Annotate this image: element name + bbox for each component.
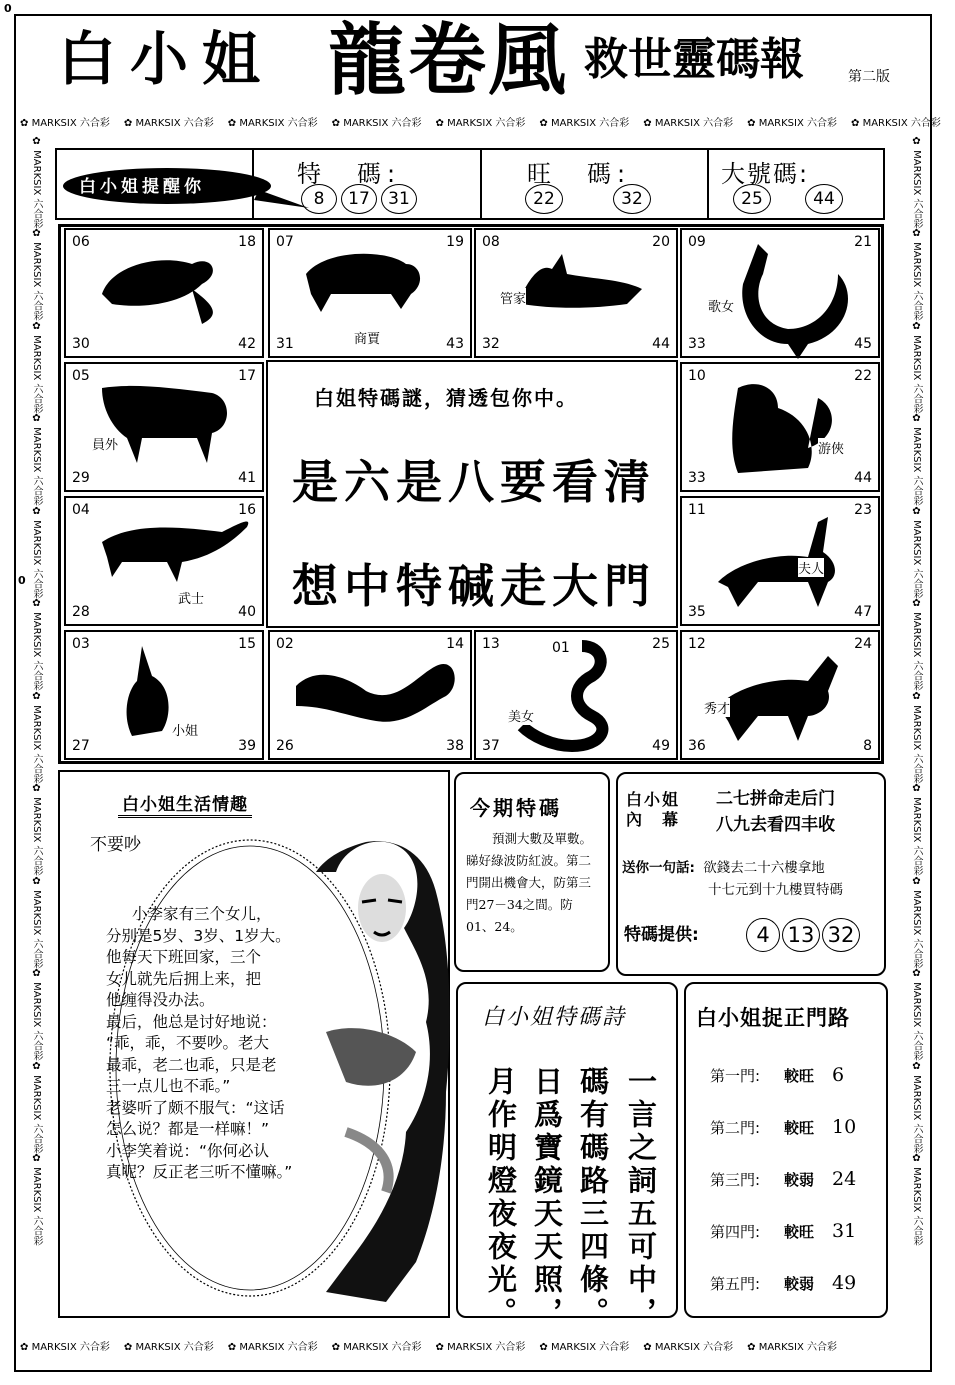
cell-number-bottom-right: 38 [446, 738, 464, 754]
flower-icon: ✿ [911, 320, 922, 332]
flower-icon: ✿ [227, 1342, 237, 1353]
cell-number-bottom-left: 33 [688, 336, 706, 352]
flower-icon: ✿ [31, 505, 42, 517]
corner-mark-middle: 0 [18, 574, 26, 587]
cell-number-top-right: 23 [854, 502, 872, 518]
flower-icon: ✿ [123, 118, 133, 129]
zodiac-cell [64, 496, 264, 626]
cell-number-top-right: 17 [238, 368, 256, 384]
flower-icon: ✿ [31, 690, 42, 702]
cell-number-bottom-right: 44 [652, 336, 670, 352]
saying-line1: 送你一句話: 欲錢去二十六樓拿地 [622, 860, 825, 876]
door-label: 第一門: [710, 1067, 761, 1085]
marksix-strip-item: ✿ MARKSIX 六合彩 [911, 598, 922, 691]
life-line: 分别是5岁、3岁、1岁大。 [106, 926, 291, 945]
edition-label: 第二版 [848, 69, 890, 85]
cell-number-top-right: 16 [238, 502, 256, 518]
door-row [710, 1168, 880, 1190]
marksix-strip-item: ✿ MARKSIX 六合彩 [123, 118, 214, 129]
door-value: 24 [832, 1168, 857, 1190]
flower-icon: ✿ [643, 118, 652, 129]
flower-icon: ✿ [31, 1153, 42, 1165]
flower-icon: ✿ [911, 690, 922, 702]
cell-number-top-right: 20 [652, 234, 670, 250]
marksix-strip-item: ✿ MARKSIX 六合彩 [911, 968, 922, 1061]
life-subtitle: 不要吵 [90, 835, 141, 855]
rat-icon [82, 234, 252, 354]
cell-number-bottom-right: 47 [854, 604, 872, 620]
cell-number-bottom-right: 39 [238, 738, 256, 754]
wang-numbers [525, 184, 651, 214]
life-panel [58, 770, 450, 1318]
marksix-strip-item: ✿ MARKSIX 六合彩 [31, 598, 42, 691]
provide-number: 32 [822, 918, 860, 952]
current-body: 預測大數及單數。睇好綠波防紅波。第二門開出機會大，防第三門27－34之間。防01、24。 [466, 831, 593, 934]
reminder-panel [55, 148, 885, 220]
marksix-strip-item: ✿ MARKSIX 六合彩 [31, 413, 42, 506]
marksix-strip-item: ✿ MARKSIX 六合彩 [911, 136, 922, 229]
riddle-intro: 白姐特碼謎，猜透包你中。 [314, 386, 578, 410]
flower-icon: ✿ [911, 413, 922, 425]
flower-icon: ✿ [20, 118, 29, 129]
life-title: 白小姐生活情趣 [118, 790, 252, 818]
cell-number-top-left: 06 [72, 234, 90, 250]
inner-label: 白小姐 內 幕 [626, 790, 681, 829]
provide-number: 4 [746, 918, 780, 952]
life-line: 三一点儿也不乖。” [106, 1077, 231, 1095]
cell-number-top-right: 15 [238, 636, 256, 652]
zodiac-cell [680, 630, 880, 760]
inner-verse: 二七拼命走后门 八九去看四丰收 [716, 789, 835, 835]
life-line: 小李笑着说：“你何必认 [106, 1141, 270, 1160]
marksix-strip-item: ✿ MARKSIX 六合彩 [747, 1342, 837, 1353]
flower-icon: ✿ [435, 118, 444, 129]
marksix-strip-item: ✿ MARKSIX 六合彩 [31, 320, 42, 414]
zodiac-role-label: 美女 [508, 706, 534, 725]
marksix-strip-item: ✿ MARKSIX 六合彩 [643, 118, 734, 129]
cell-number-top-right: 24 [854, 636, 872, 652]
snake-icon [492, 636, 662, 756]
marksix-strip-left [24, 136, 44, 1332]
zodiac-cell [268, 630, 472, 760]
provide-numbers [746, 918, 860, 952]
flower-icon: ✿ [911, 1060, 922, 1072]
marksix-strip-item: ✿ MARKSIX 六合彩 [227, 1342, 318, 1353]
horse-icon [698, 636, 868, 756]
flower-icon: ✿ [331, 118, 341, 129]
saying-line2: 十七元到十九樓買特碼 [708, 882, 843, 898]
flower-icon: ✿ [643, 1342, 652, 1353]
cell-number-bottom-right: 45 [854, 336, 872, 352]
zodiac-cell [64, 630, 264, 760]
life-line: 最后，他总是讨好地说： [106, 1012, 277, 1031]
marksix-strip-item: ✿ MARKSIX 六合彩 [31, 783, 42, 876]
flower-icon: ✿ [911, 136, 922, 147]
door-tag: 較旺 [784, 1119, 815, 1137]
zodiac-cell [64, 362, 264, 492]
life-story [106, 904, 346, 1184]
door-tag: 較弱 [784, 1275, 815, 1293]
cell-number-bottom-right: 44 [854, 470, 872, 486]
cell-number-top-left: 11 [688, 502, 706, 518]
cell-number-top-left: 03 [72, 636, 90, 652]
flower-icon: ✿ [911, 505, 922, 517]
door-value: 49 [832, 1272, 857, 1294]
zodiac-role-label: 夫人 [798, 558, 824, 577]
tiger-icon [82, 502, 252, 622]
door-value: 10 [832, 1116, 857, 1138]
marksix-strip-item: ✿ MARKSIX 六合彩 [539, 1342, 630, 1353]
marksix-strip-item: ✿ MARKSIX 六合彩 [331, 1342, 422, 1353]
zodiac-role-label: 員外 [92, 434, 118, 453]
cell-number-top-left: 08 [482, 234, 500, 250]
marksix-strip-item: ✿ MARKSIX 六合彩 [911, 413, 922, 506]
zodiac-cell [680, 362, 880, 492]
door-label: 第三門: [710, 1171, 761, 1189]
marksix-strip-item: ✿ MARKSIX 六合彩 [643, 1342, 734, 1353]
marksix-strip-item: ✿ MARKSIX 六合彩 [20, 118, 110, 129]
marksix-strip-item: ✿ MARKSIX 六合彩 [911, 228, 922, 321]
cell-number-top-left: 09 [688, 234, 706, 250]
cell-number-top-right: 22 [854, 368, 872, 384]
door-row [710, 1064, 880, 1086]
marksix-strip-item: ✿ MARKSIX 六合彩 [747, 118, 837, 129]
marksix-strip-item: ✿ MARKSIX 六合彩 [911, 690, 922, 784]
cell-number-top-left: 13 [482, 636, 500, 652]
big-label: 大號碼: [721, 160, 810, 188]
header-subtitle: 救世靈碼報 [584, 34, 804, 85]
flower-icon: ✿ [911, 598, 922, 610]
poem-column: 月作明燈夜夜光。 [484, 1066, 518, 1330]
door-tag: 較旺 [784, 1223, 815, 1241]
marksix-strip-item: ✿ MARKSIX 六合彩 [123, 1342, 214, 1353]
zodiac-cell [268, 228, 472, 358]
corner-mark-top: 0 [4, 2, 12, 15]
marksix-strip-item: ✿ MARKSIX 六合彩 [851, 118, 941, 129]
zodiac-role-label: 小姐 [172, 720, 198, 739]
marksix-strip-bottom [20, 1338, 837, 1356]
flower-icon: ✿ [747, 1342, 756, 1353]
special-number: 8 [301, 184, 337, 214]
cell-number-top-left: 05 [72, 368, 90, 384]
goat-icon [698, 502, 868, 622]
marksix-strip-item: ✿ MARKSIX 六合彩 [31, 1060, 42, 1154]
zodiac-cell [64, 228, 264, 358]
zodiac-role-label: 管家 [500, 288, 526, 307]
doors-title: 白小姐捉正門路 [696, 1005, 850, 1030]
poem-column: 一言之詞五可中， [624, 1066, 658, 1330]
big-numbers [733, 184, 843, 214]
flower-icon: ✿ [539, 1342, 548, 1353]
poem-panel [456, 982, 678, 1330]
life-line: “乖，乖，不要吵。老大 [106, 1034, 270, 1052]
flower-icon: ✿ [31, 875, 42, 887]
poem-column: 日爲寶鏡天天照， [530, 1066, 564, 1330]
inner-panel [616, 772, 886, 976]
flower-icon: ✿ [539, 118, 548, 129]
marksix-strip-item: ✿ MARKSIX 六合彩 [331, 118, 422, 129]
header-title: 龍卷風 [328, 16, 569, 106]
marksix-strip-item: ✿ MARKSIX 六合彩 [911, 1153, 922, 1246]
cell-number-bottom-right: 40 [238, 604, 256, 620]
zodiac-role-label: 商賈 [354, 328, 380, 347]
marksix-strip-item: ✿ MARKSIX 六合彩 [31, 505, 42, 599]
cell-number-top-right: 21 [854, 234, 872, 250]
life-line: 女儿就先后拥上来，把 [106, 969, 262, 988]
flower-icon: ✿ [20, 1342, 29, 1353]
flower-icon: ✿ [31, 598, 42, 610]
header-brand: 白小姐 [58, 25, 275, 93]
special-number: 17 [341, 184, 377, 214]
marksix-strip-item: ✿ MARKSIX 六合彩 [911, 783, 922, 876]
special-numbers [301, 184, 417, 214]
flower-icon: ✿ [31, 228, 42, 240]
zodiac-cell [680, 228, 880, 358]
marksix-strip-item: ✿ MARKSIX 六合彩 [31, 1153, 42, 1246]
life-line: 怎么说？都是一样嘛！” [106, 1120, 270, 1138]
door-label: 第四門: [710, 1223, 761, 1241]
door-value: 31 [832, 1220, 857, 1242]
cell-number-bottom-left: 30 [72, 336, 90, 352]
cell-number-bottom-right: 43 [446, 336, 464, 352]
flower-icon: ✿ [851, 118, 860, 129]
riddle-line2: 想中特碱走大門 [292, 559, 656, 613]
cell-number-bottom-right: 42 [238, 336, 256, 352]
cell-number-bottom-left: 26 [276, 738, 294, 754]
cell-number-top-center: 01 [552, 640, 570, 656]
door-label: 第二門: [710, 1119, 761, 1137]
zodiac-role-label: 歌女 [708, 296, 734, 315]
cell-number-top-left: 07 [276, 234, 294, 250]
cell-number-bottom-left: 31 [276, 336, 294, 352]
life-line: 老婆听了颇不服气：“这话 [106, 1098, 285, 1117]
flower-icon: ✿ [911, 968, 922, 980]
current-title: 今期特碼 [470, 796, 562, 820]
marksix-strip-item: ✿ MARKSIX 六合彩 [20, 1342, 110, 1353]
flower-icon: ✿ [911, 1153, 922, 1165]
door-row [710, 1220, 880, 1242]
marksix-strip-item: ✿ MARKSIX 六合彩 [911, 1060, 922, 1154]
life-line: 他缠得没办法。 [106, 991, 215, 1009]
flower-icon: ✿ [123, 1342, 133, 1353]
zodiac-role-label: 秀才 [704, 698, 730, 717]
big-number: 44 [805, 184, 843, 214]
big-number: 25 [733, 184, 771, 214]
marksix-strip-item: ✿ MARKSIX 六合彩 [539, 118, 630, 129]
marksix-strip-item: ✿ MARKSIX 六合彩 [911, 320, 922, 414]
rooster-icon [698, 234, 868, 354]
cell-number-bottom-left: 28 [72, 604, 90, 620]
provide-number: 13 [782, 918, 820, 952]
marksix-strip-right [904, 136, 924, 1356]
marksix-strip-item: ✿ MARKSIX 六合彩 [911, 875, 922, 969]
door-row [710, 1272, 880, 1294]
cell-number-top-left: 02 [276, 636, 294, 652]
cell-number-top-left: 10 [688, 368, 706, 384]
cell-number-bottom-left: 29 [72, 470, 90, 486]
poem-title: 白小姐特碼詩 [482, 1005, 627, 1030]
door-tag: 較弱 [784, 1171, 815, 1189]
flower-icon: ✿ [747, 118, 756, 129]
flower-icon: ✿ [331, 1342, 341, 1353]
zodiac-cell [680, 496, 880, 626]
provide-label: 特碼提供: [624, 925, 699, 945]
current-special-panel [454, 772, 610, 972]
flower-icon: ✿ [911, 783, 922, 795]
cell-number-bottom-left: 35 [688, 604, 706, 620]
cell-number-top-left: 12 [688, 636, 706, 652]
riddle-panel [266, 360, 678, 628]
door-value: 6 [832, 1064, 845, 1086]
riddle-line1: 是六是八要看清 [292, 455, 656, 509]
marksix-strip-item: ✿ MARKSIX 六合彩 [31, 875, 42, 969]
cell-number-top-left: 04 [72, 502, 90, 518]
cell-number-bottom-left: 33 [688, 470, 706, 486]
cell-number-bottom-left: 32 [482, 336, 500, 352]
cell-number-bottom-right: 49 [652, 738, 670, 754]
life-line: 真呢？反正老三听不懂嘛。” [106, 1163, 293, 1181]
poem-column: 碼有碼路三四條。 [576, 1066, 610, 1330]
life-line: 他每天下班回家，三个 [106, 948, 262, 966]
cell-number-top-right: 14 [446, 636, 464, 652]
life-line: 最乖，老二也乖，只是老 [106, 1055, 277, 1074]
cell-number-bottom-left: 27 [72, 738, 90, 754]
marksix-strip-item: ✿ MARKSIX 六合彩 [31, 136, 42, 229]
flower-icon: ✿ [435, 1342, 444, 1353]
flower-icon: ✿ [31, 413, 42, 425]
door-tag: 較旺 [784, 1067, 815, 1085]
flower-icon: ✿ [31, 1060, 42, 1072]
wang-number: 22 [525, 184, 563, 214]
reminder-bubble-text: 白小姐提醒你 [79, 177, 205, 197]
wang-number: 32 [613, 184, 651, 214]
flower-icon: ✿ [31, 136, 42, 147]
marksix-strip-item: ✿ MARKSIX 六合彩 [435, 118, 526, 129]
cell-number-top-right: 25 [652, 636, 670, 652]
life-line: 小李家有三个女儿， [132, 905, 272, 923]
ox-icon [82, 368, 252, 488]
flower-icon: ✿ [911, 228, 922, 240]
doors-panel [684, 982, 888, 1318]
marksix-strip-item: ✿ MARKSIX 六合彩 [31, 228, 42, 321]
zodiac-cell [474, 228, 678, 358]
flower-icon: ✿ [227, 118, 237, 129]
marksix-strip-item: ✿ MARKSIX 六合彩 [435, 1342, 526, 1353]
zodiac-role-label: 武士 [178, 588, 204, 607]
special-number: 31 [381, 184, 417, 214]
cell-number-top-right: 18 [238, 234, 256, 250]
zodiac-cell [474, 630, 678, 760]
flower-icon: ✿ [31, 968, 42, 980]
monkey-icon [698, 368, 868, 488]
flower-icon: ✿ [911, 875, 922, 887]
cell-number-bottom-left: 36 [688, 738, 706, 754]
door-label: 第五門: [710, 1275, 761, 1293]
marksix-strip-item: ✿ MARKSIX 六合彩 [31, 968, 42, 1061]
flower-icon: ✿ [31, 783, 42, 795]
dragon-icon [286, 636, 456, 756]
wang-label: 旺 碼: [527, 160, 632, 188]
marksix-strip-top [20, 114, 941, 132]
cell-number-bottom-left: 37 [482, 738, 500, 754]
marksix-strip-item: ✿ MARKSIX 六合彩 [911, 505, 922, 599]
door-row [710, 1116, 880, 1138]
cell-number-bottom-right: 41 [238, 470, 256, 486]
zodiac-role-label: 游俠 [818, 438, 844, 457]
flower-icon: ✿ [31, 320, 42, 332]
cell-number-top-right: 19 [446, 234, 464, 250]
cell-number-bottom-right: 8 [863, 738, 872, 754]
special-label: 特 碼: [297, 160, 402, 188]
marksix-strip-item: ✿ MARKSIX 六合彩 [31, 690, 42, 784]
marksix-strip-item: ✿ MARKSIX 六合彩 [227, 118, 318, 129]
rabbit-icon [82, 636, 252, 756]
